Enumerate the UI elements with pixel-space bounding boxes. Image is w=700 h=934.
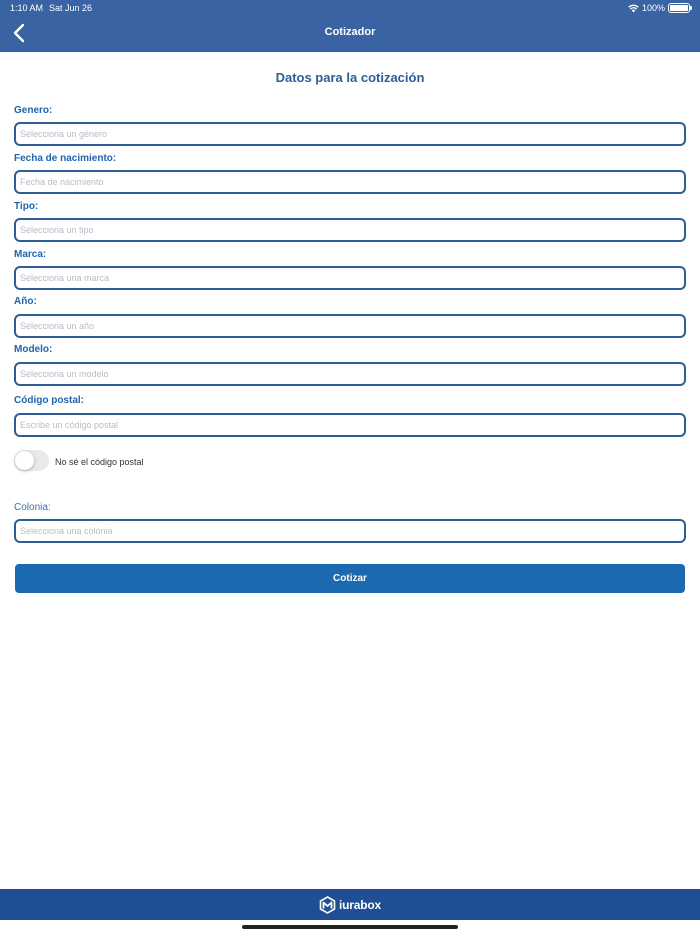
cotizar-button[interactable]: Cotizar	[15, 564, 685, 593]
footer-logo-text: iurabox	[339, 897, 381, 912]
colonia-label: Colonia:	[14, 502, 51, 513]
tipo-select[interactable]	[14, 218, 686, 242]
toggle-knob	[15, 451, 34, 470]
genero-select[interactable]	[14, 122, 686, 146]
ano-select[interactable]	[14, 314, 686, 338]
fecha-nacimiento-field[interactable]	[14, 170, 686, 194]
marca-select[interactable]	[14, 266, 686, 290]
status-date: Sat Jun 26	[49, 3, 93, 13]
miurabox-m-logo-icon	[319, 896, 336, 914]
codigo-postal-input[interactable]	[14, 413, 686, 437]
wifi-icon	[628, 4, 639, 13]
footer-brand	[0, 889, 700, 920]
no-postal-code-label: No sé el código postal	[55, 457, 144, 467]
codigo-postal-label: Código postal:	[14, 395, 84, 406]
modelo-select[interactable]	[14, 362, 686, 386]
battery-fill	[670, 5, 688, 11]
fecha-nacimiento-label: Fecha de nacimiento:	[14, 153, 117, 164]
modelo-label: Modelo:	[14, 344, 53, 355]
tipo-label: Tipo:	[14, 201, 39, 212]
home-indicator[interactable]	[242, 925, 458, 929]
no-postal-code-toggle[interactable]	[14, 450, 49, 471]
navigation-bar	[0, 0, 700, 52]
page-title: Cotizador	[324, 26, 376, 38]
colonia-select[interactable]	[14, 519, 686, 543]
battery-percentage: 100%	[641, 3, 665, 13]
marca-label: Marca:	[14, 249, 47, 260]
genero-label: Genero:	[14, 105, 53, 116]
battery-icon	[668, 3, 690, 13]
ano-label: Año:	[14, 296, 37, 307]
status-time: 1:10 AM	[10, 3, 44, 13]
status-indicators	[628, 3, 690, 13]
form-title: Datos para la cotización	[275, 70, 425, 85]
